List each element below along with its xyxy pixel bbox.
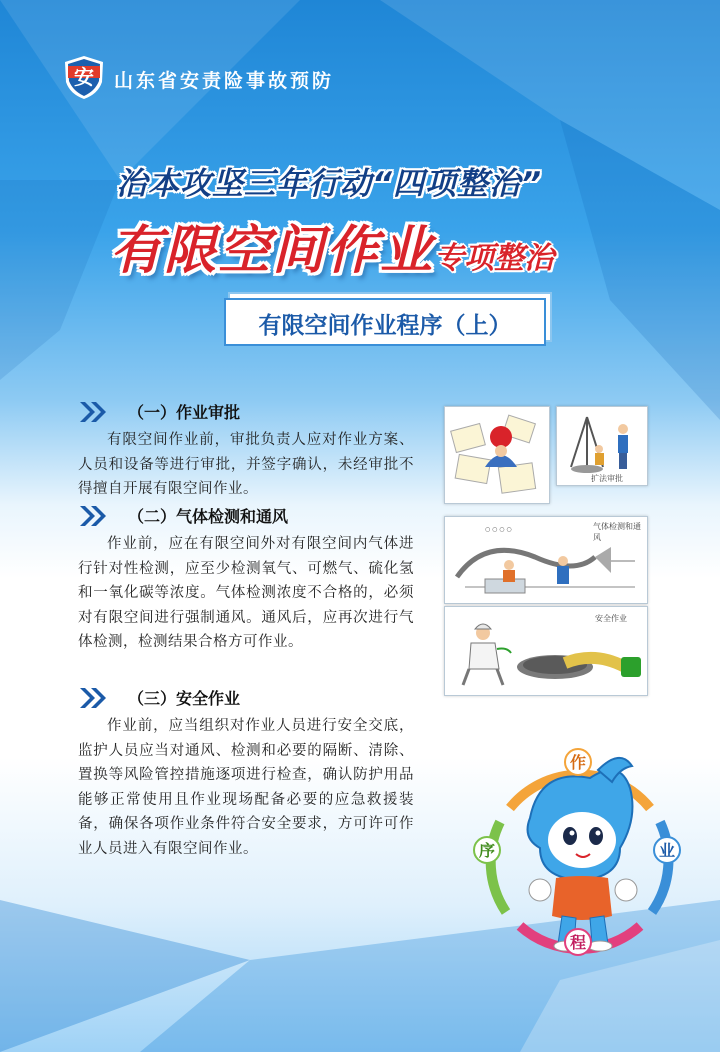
illustration-tripod <box>556 406 648 486</box>
illustration-caption: 扩法审批 <box>591 474 623 483</box>
shield-logo-icon <box>62 54 106 100</box>
ring-char-text: 序 <box>478 841 496 860</box>
section-header <box>78 398 414 426</box>
section-body: 作业前，应在有限空间外对有限空间内气体进行针对性检测，应至少检测氧气、可燃气、硫化氢和一氧化碳等浓度。气体检测浓度不合格的，必须对有限空间进行强制通风。通风后，应再次进行气体检测，检测结果合格方可作业。 <box>78 536 414 650</box>
approval-drawing <box>445 407 549 503</box>
double-chevron-icon <box>78 400 108 424</box>
campaign-title: 治本攻坚三年行动“四项整治” <box>116 166 542 202</box>
ring-char-top <box>565 749 591 775</box>
main-title <box>110 208 554 283</box>
section-gas-detection <box>78 502 414 655</box>
section-header <box>78 684 414 712</box>
double-chevron-icon <box>78 686 108 710</box>
illustration-approval <box>444 406 550 504</box>
illustration-safe-operation <box>444 606 648 696</box>
svg-text:○ ○ ○ ○: ○ ○ ○ ○ <box>485 526 512 533</box>
section-title: （二）气体检测和通风 <box>128 507 289 526</box>
section-header <box>78 502 414 530</box>
ring-char-text: 程 <box>569 933 587 952</box>
section-approval <box>78 398 414 502</box>
subtitle: 有限空间作业程序（上） <box>258 313 512 339</box>
subtitle-box <box>224 298 546 346</box>
section-title: （一）作业审批 <box>128 403 241 422</box>
section-safe-operation <box>78 684 414 861</box>
illustration-caption: 安全作业 <box>595 614 627 623</box>
section-body: 作业前，应当组织对作业人员进行安全交底，监护人员应当对通风、检测和必要的隔断、清除、置换等风险管控措施逐项进行检查，确认防护用品能够正常使用且作业现场配备必要的应急救援装备，确保各项作业条件符合安全要求，方可许可作业人员进入有限空间作业。 <box>78 718 414 857</box>
ring-char-bottom <box>565 929 591 955</box>
ring-char-text: 业 <box>658 841 676 860</box>
ring-char-text: 作 <box>569 753 587 772</box>
main-title-suffix: 专项整治 <box>434 241 555 276</box>
section-body: 有限空间作业前，审批负责人应对作业方案、人员和设备等进行审批，并签字确认，未经审批不得擅自开展有限空间作业。 <box>78 432 414 497</box>
org-name: 山东省安责险事故预防 <box>114 70 335 92</box>
section-title: （三）安全作业 <box>128 689 241 708</box>
illustration-ventilation <box>444 516 648 604</box>
ring-char-right <box>654 837 680 863</box>
svg-text:安: 安 <box>74 65 94 89</box>
ring-char-left <box>474 837 500 863</box>
mascot-ring-illustration <box>470 748 690 968</box>
main-title-text: 有限空间作业 <box>110 221 435 281</box>
illustration-caption: 气体检测和通风 <box>593 522 641 542</box>
double-chevron-icon <box>78 504 108 528</box>
